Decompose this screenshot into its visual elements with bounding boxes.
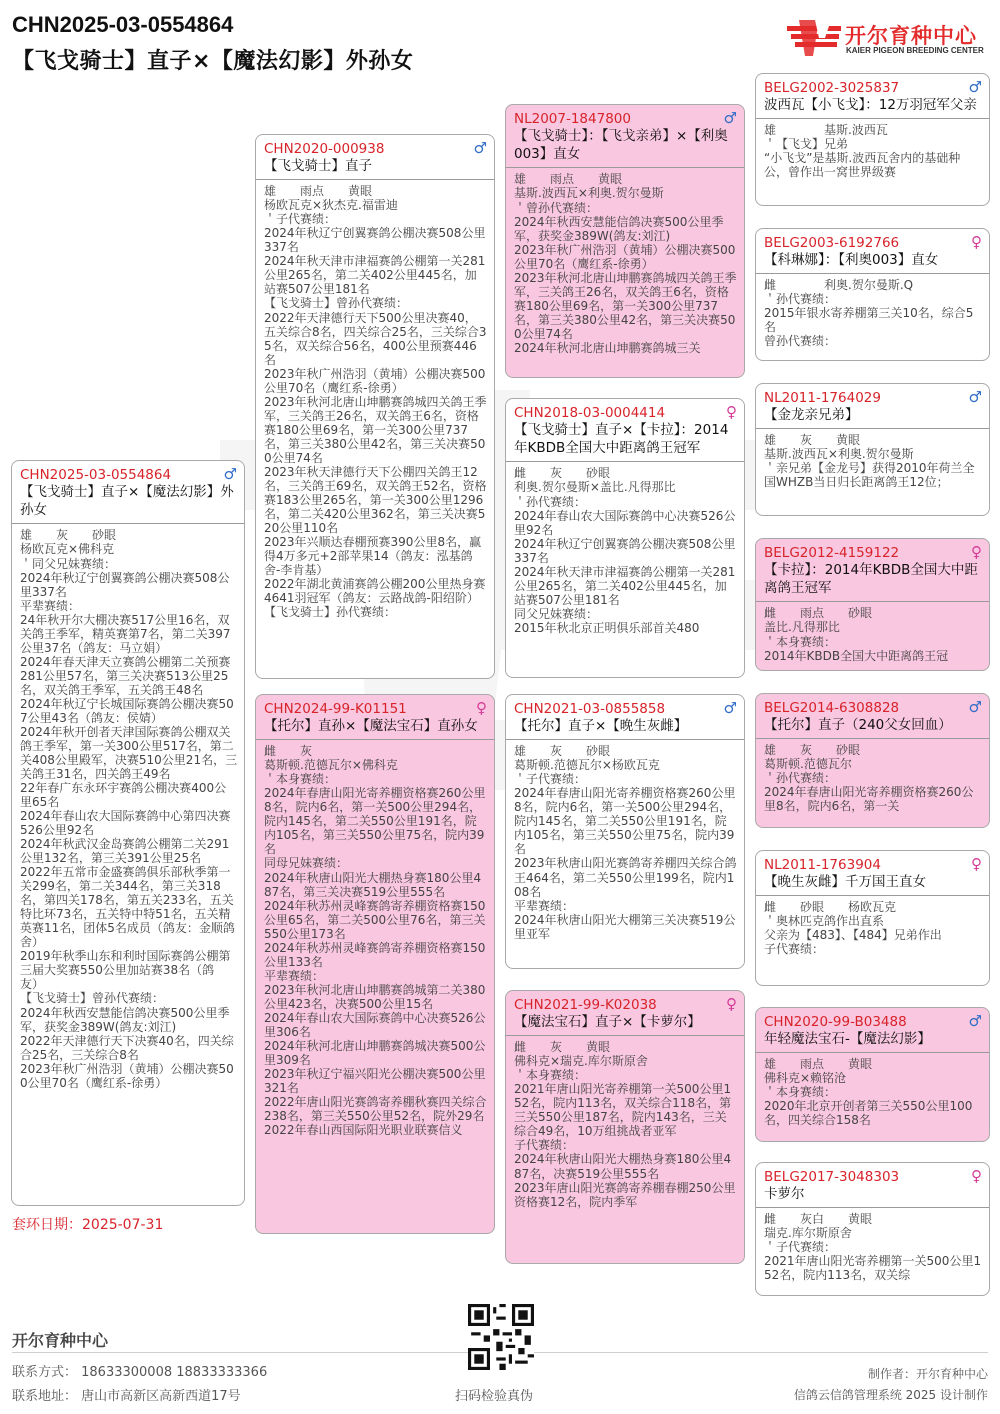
- female-icon: ♀: [971, 1167, 982, 1185]
- footer-contact: 联系方式： 18633300008 18833333366: [12, 1365, 268, 1380]
- divider: [256, 179, 494, 180]
- sire-dam-name: 【飞戈骑士】直子×【卡拉】：2014年KBDB全国大中距离鸽王冠军: [514, 422, 729, 457]
- dam-dam-info: 雌 灰 黄眼 佛科克×瑞克.库尔斯原舍 ＇本身赛绩： 2021年唐山阳光寄养棚第一关500公里152名，院内113名，双关综合118名，第三关550公里187名，院内143名，三关综合49名，10万组挑战者亚军 子代赛绩： 2024年秋唐山阳光大棚热身赛180公里487名，决赛519公里555名 2023年唐山阳光赛鸽寄养棚春棚250公里资格赛12名，院内季军: [514, 1040, 736, 1209]
- sss-ring: BELG2002-3025837: [764, 80, 900, 96]
- footer-center-name: 开尔育种中心: [12, 1331, 109, 1350]
- female-icon: ♀: [726, 995, 737, 1013]
- dss-info: 雄 灰 砂眼 葛斯顿.范德瓦尔 ＇孙代赛绩： 2024年春唐山阳光寄养棚资格赛260公里8名，院内6名，第一关: [764, 743, 974, 814]
- sire-name: 【飞戈骑士】直子: [264, 158, 372, 174]
- sss-card[interactable]: [755, 73, 990, 206]
- divider: [756, 428, 989, 429]
- divider: [756, 895, 989, 896]
- ssd-name: 【科琳娜】：【利奥003】直女: [764, 252, 939, 268]
- dsd-info: 雌 砂眼 杨欧瓦克 ＇奥林匹克鸽作出直系 父亲为【483】、【484】兄弟作出 子代赛绩：: [764, 900, 942, 957]
- subject-ring: CHN2025-03-0554864: [20, 467, 172, 483]
- ssd-card[interactable]: [755, 228, 990, 361]
- pedigree-ring-number: CHN2025-03-0554864: [12, 12, 234, 37]
- dam-info: 雌 灰 葛斯顿.范德瓦尔×佛科克 ＇本身赛绩： 2024年春唐山阳光寄养棚资格赛260公里8名，院内6名，第一关500公里294名，院内145名，第二关550公里191名，院内105名，第三关550公里75名，院内39名 同母兄妹赛绩： 2024年秋唐山阳光大棚热身赛180公里487名，第三关决赛519公里555名 2024年秋苏州灵峰赛鸽寄养棚资格赛150公里65名，第二关500公里76名，第三关550公里173名 2024年秋苏州灵峰赛鸽寄养棚资格赛150公里133名 平辈赛绩： 2023年秋河北唐山坤鹏赛鸽城第二关380公里423名，决赛500公里15名 2024年春山农大国际赛鸽中心决赛526公里306名 2024年秋河北唐山坤鹏赛鸽城决赛500公里309名 2023年秋辽宁福兴阳光公棚决赛500公里321名 2022年唐山阳光赛鸽寄养棚秋赛四关综合238名，第三关550公里52名，院外29名 2022年春山西国际阳光职业联赛信义: [264, 744, 487, 1138]
- dsd-name: 【晚生灰雌】千万国王直女: [764, 874, 926, 890]
- dam-sire-ring: CHN2021-03-0855858: [514, 701, 666, 717]
- dam-sire-card[interactable]: [505, 694, 745, 969]
- ddd-name: 卡萝尔: [764, 1186, 805, 1202]
- sire-sire-info: 雄 雨点 黄眼 基斯.波西瓦×利奥.贺尔曼斯 ＇曾孙代赛绩： 2024年秋西安慧能信鸽决赛500公里季军，获奖金389W(鸽友:刘江) 2023年秋广州浩羽（黄埔）公棚决赛500公里70名（鹰红系-徐勇） 2023年秋河北唐山坤鹏赛鸽城四关鸽王季军，三关鸽王26名，双关鸽王6名，资格赛180公里69名，第一关300公里737名，第三关380公里42名，第三关决赛500公里74名 2024年秋河北唐山坤鹏赛鸽城三关: [514, 172, 737, 355]
- qr-code-icon[interactable]: [468, 1304, 534, 1370]
- divider: [756, 738, 989, 739]
- male-icon: ♂: [968, 698, 982, 716]
- sds-info: 雄 灰 黄眼 基斯.波西瓦×利奥.贺尔曼斯 ＇亲兄弟【金龙号】获得2010年荷兰全国WHZB当日归长距离鸽王12位；: [764, 433, 975, 490]
- kaier-logo-icon: [785, 16, 843, 58]
- sdd-card[interactable]: [755, 538, 990, 671]
- kaier-logo: [785, 16, 990, 58]
- male-icon: ♂: [723, 699, 737, 717]
- dds-info: 雄 雨点 黄眼 佛科克×赖铭沧 ＇本身赛绩： 2020年北京开创者第三关550公里100名，四关综合158名: [764, 1057, 973, 1128]
- female-icon: ♀: [476, 699, 487, 717]
- ring-date: 套环日期：2025-07-31: [12, 1217, 164, 1233]
- ddd-card[interactable]: [755, 1162, 990, 1296]
- divider: [756, 273, 989, 274]
- dam-name: 【托尔】直孙×【魔法宝石】直孙女: [264, 718, 478, 734]
- sire-info: 雄 雨点 黄眼 杨欧瓦克×狄杰克.福雷迪 ＇子代赛绩： 2024年秋辽宁创翼赛鸽公棚决赛508公里337名 2024年秋天津市津福赛鸽公棚第一关281公里265名，第二关402公里445名，加站赛507公里181名 【飞戈骑士】曾孙代赛绩： 2022年天津德行天下500公里决赛40，五关综合8名，四关综合25名，三关综合35名，双关综合56名，400公里预赛446名 2023年秋广州浩羽（黄埔）公棚决赛500公里70名（鹰红系-徐勇） 2023年秋河北唐山坤鹏赛鸽城四关鸽王季军，三关鸽王26名，双关鸽王6名，资格赛180公里69名，第一关300公里737名，第三关380公里42名，第三关决赛500公里74名 2023年秋天津德行天下公棚四关鸽王12名，三关鸽王69名，双关鸽王52名，资格赛183公里265名，第一关300公里1296名，第二关420公里362名，第三关决赛520公里110名 2023年兴顺达春棚预赛390公里8名，赢得4万多元+2部苹果14（鸽友：泓基鸽舍-李肯基） 2022年湖北黄浦赛鸽公棚200公里热身赛4641羽冠军（鸽友：云路战鸽-阳绍阶） 【飞戈骑士】孙代赛绩：: [264, 184, 487, 620]
- divider: [756, 118, 989, 119]
- female-icon: ♀: [971, 543, 982, 561]
- sire-sire-card[interactable]: [505, 104, 745, 378]
- logo-name: 开尔育种中心: [845, 24, 977, 48]
- subject-card[interactable]: [11, 460, 245, 1206]
- footer-address: 联系地址： 唐山市高新区高新西道17号: [12, 1389, 241, 1404]
- sds-name: 【金龙亲兄弟】: [764, 407, 859, 423]
- sire-dam-card[interactable]: [505, 398, 745, 678]
- logo-subtitle: KAIER PIGEON BREEDING CENTER: [846, 46, 984, 55]
- sire-sire-name: 【飞戈骑士】：【飞戈亲弟】×【利奥003】直女: [514, 128, 728, 163]
- divider: [506, 167, 744, 168]
- pedigree-title: 【飞戈骑士】直子×【魔法幻影】外孙女: [12, 49, 414, 74]
- male-icon: ♂: [968, 1012, 982, 1030]
- sire-card[interactable]: [255, 134, 495, 679]
- divider: [12, 523, 244, 524]
- sire-sire-ring: NL2007-1847800: [514, 111, 631, 127]
- sss-info: 雄 基斯.波西瓦 ＇【飞戈】兄弟 “小飞戈”是基斯.波西瓦舍内的基础种公，曾作出一窝世界级赛: [764, 123, 961, 180]
- dds-ring: CHN2020-99-B03488: [764, 1014, 907, 1030]
- divider: [506, 461, 744, 462]
- sds-ring: NL2011-1764029: [764, 390, 881, 406]
- sire-ring: CHN2020-000938: [264, 141, 385, 157]
- dam-sire-info: 雄 灰 砂眼 葛斯顿.范德瓦尔×杨欧瓦克 ＇子代赛绩： 2024年春唐山阳光寄养棚资格赛260公里8名，院内6名，第一关500公里294名，院内145名，第二关550公里191名，院内105名，第三关550公里75名，院内39名 2023年秋唐山阳光赛鸽寄养棚四关综合鸽王464名，第二关550公里199名，院内108名 平辈赛绩： 2024年秋唐山阳光大棚第三关决赛519公里亚军: [514, 744, 737, 941]
- ssd-info: 雌 利奥.贺尔曼斯.Q ＇孙代赛绩： 2015年银水寄养棚第三关10名，综合5名 曾孙代赛绩：: [764, 278, 974, 349]
- qr-label: 扫码检验真伪: [455, 1389, 534, 1404]
- dam-dam-ring: CHN2021-99-K02038: [514, 997, 657, 1013]
- sdd-name: 【卡拉】：2014年KBDB全国大中距离鸽王冠军: [764, 562, 978, 597]
- female-icon: ♀: [726, 403, 737, 421]
- footer-maker: 制作者：开尔育种中心: [867, 1367, 988, 1381]
- divider: [756, 601, 989, 602]
- ddd-ring: BELG2017-3048303: [764, 1169, 900, 1185]
- divider: [756, 1207, 989, 1208]
- divider: [756, 1052, 989, 1053]
- dam-sire-name: 【托尔】直子×【晚生灰雌】: [514, 718, 688, 734]
- dam-card[interactable]: [255, 694, 495, 1234]
- footer-system: 信鸽云信鸽管理系统 2025 设计制作: [793, 1388, 988, 1402]
- dsd-ring: NL2011-1763904: [764, 857, 881, 873]
- ssd-ring: BELG2003-6192766: [764, 235, 900, 251]
- sdd-ring: BELG2012-4159122: [764, 545, 900, 561]
- dam-dam-name: 【魔法宝石】直子×【卡萝尔】: [514, 1014, 701, 1030]
- dss-name: 【托尔】直子（240父女回血）: [764, 717, 952, 733]
- sss-name: 波西瓦【小飞戈】：12万羽冠军父亲: [764, 97, 977, 113]
- dds-name: 年轻魔法宝石-【魔法幻影】: [764, 1031, 931, 1047]
- subject-name: 【飞戈骑士】直子×【魔法幻影】外孙女: [20, 484, 234, 519]
- dss-ring: BELG2014-6308828: [764, 700, 900, 716]
- dam-dam-card[interactable]: [505, 990, 745, 1264]
- dds-card[interactable]: [755, 1007, 990, 1142]
- divider: [506, 739, 744, 740]
- dss-card[interactable]: [755, 693, 990, 828]
- sds-card[interactable]: [755, 383, 990, 516]
- sire-dam-info: 雌 灰 砂眼 利奥.贺尔曼斯×盖比.凡得那比 ＇孙代赛绩： 2024年春山农大国际赛鸽中心决赛526公里92名 2024年秋辽宁创翼赛鸽公棚决赛508公里337名 2024年秋天津市津福赛鸽公棚第一关281公里265名，第二关402公里445名，加站赛507公里181名 同父兄妹赛绩： 2015年秋北京正明俱乐部首关480: [514, 466, 736, 635]
- sdd-info: 雌 雨点 砂眼 盖比.凡得那比 ＇本身赛绩： 2014年KBDB全国大中距离鸽王冠: [764, 606, 949, 663]
- dam-ring: CHN2024-99-K01151: [264, 701, 407, 717]
- divider: [506, 1035, 744, 1036]
- divider: [256, 739, 494, 740]
- female-icon: ♀: [971, 855, 982, 873]
- male-icon: ♂: [968, 78, 982, 96]
- male-icon: ♂: [473, 139, 487, 157]
- sire-dam-ring: CHN2018-03-0004414: [514, 405, 666, 421]
- ddd-info: 雌 灰白 黄眼 瑞克.库尔斯原舍 ＇子代赛绩： 2021年唐山阳光寄养棚第一关500公里152名，院内113名，双关综: [764, 1212, 982, 1283]
- female-icon: ♀: [971, 233, 982, 251]
- male-icon: ♂: [723, 109, 737, 127]
- male-icon: ♂: [223, 465, 237, 483]
- dsd-card[interactable]: [755, 850, 990, 986]
- subject-info: 雄 灰 砂眼 杨欧瓦克×佛科克 ＇同父兄妹赛绩： 2024年秋辽宁创翼赛鸽公棚决赛508公里337名 平辈赛绩： 24年秋开尔大棚决赛517公里16名，双关鸽王季军，精英赛第7名，第二关397公里37名（鸽友：马立娟） 2024年春天津天立赛鸽公棚第二关预赛281公里57名，第三关决赛513公里25名，双关鸽王季军，五关鸽王48名 2024年秋辽宁长城国际赛鸽公棚决赛507公里43名（鸽友：侯婧） 2024年秋开创者天津国际赛鸽公棚双关鸽王季军，第一关300公里517名，第二关408公里殿军，决赛510公里21名，三关鸽王31名，四关鸽王49名 22年春广东永环宇赛鸽公棚决赛400公里65名 2024年春山农大国际赛鸽中心第四决赛526公里92名 2024年秋武汉金岛赛鸽公棚第二关291公里132名，第三关391公里25名 2022年五常市金盛赛鸽俱乐部秋季第一关299名，第二关344名，第三关318名，第四关178名，第五关233名，五关特比环73名，五关特中特51名，五关精英赛11名，团体5名成员（鸽友：金顺鸽舍） 2019年秋季山东和利时国际赛鸽公棚第三届大奖赛550公里加站赛38名（鸽友） 【飞戈骑士】曾孙代赛绩： 2024年秋西安慧能信鸽决赛500公里季军，获奖金389W(鸽友:刘江) 2022年天津德行天下决赛40名，四关综合25名，三关综合8名 2023年秋广州浩羽（黄埔）公棚决赛500公里70名（鹰红系-徐勇）: [20, 528, 238, 1090]
- male-icon: ♂: [968, 388, 982, 406]
